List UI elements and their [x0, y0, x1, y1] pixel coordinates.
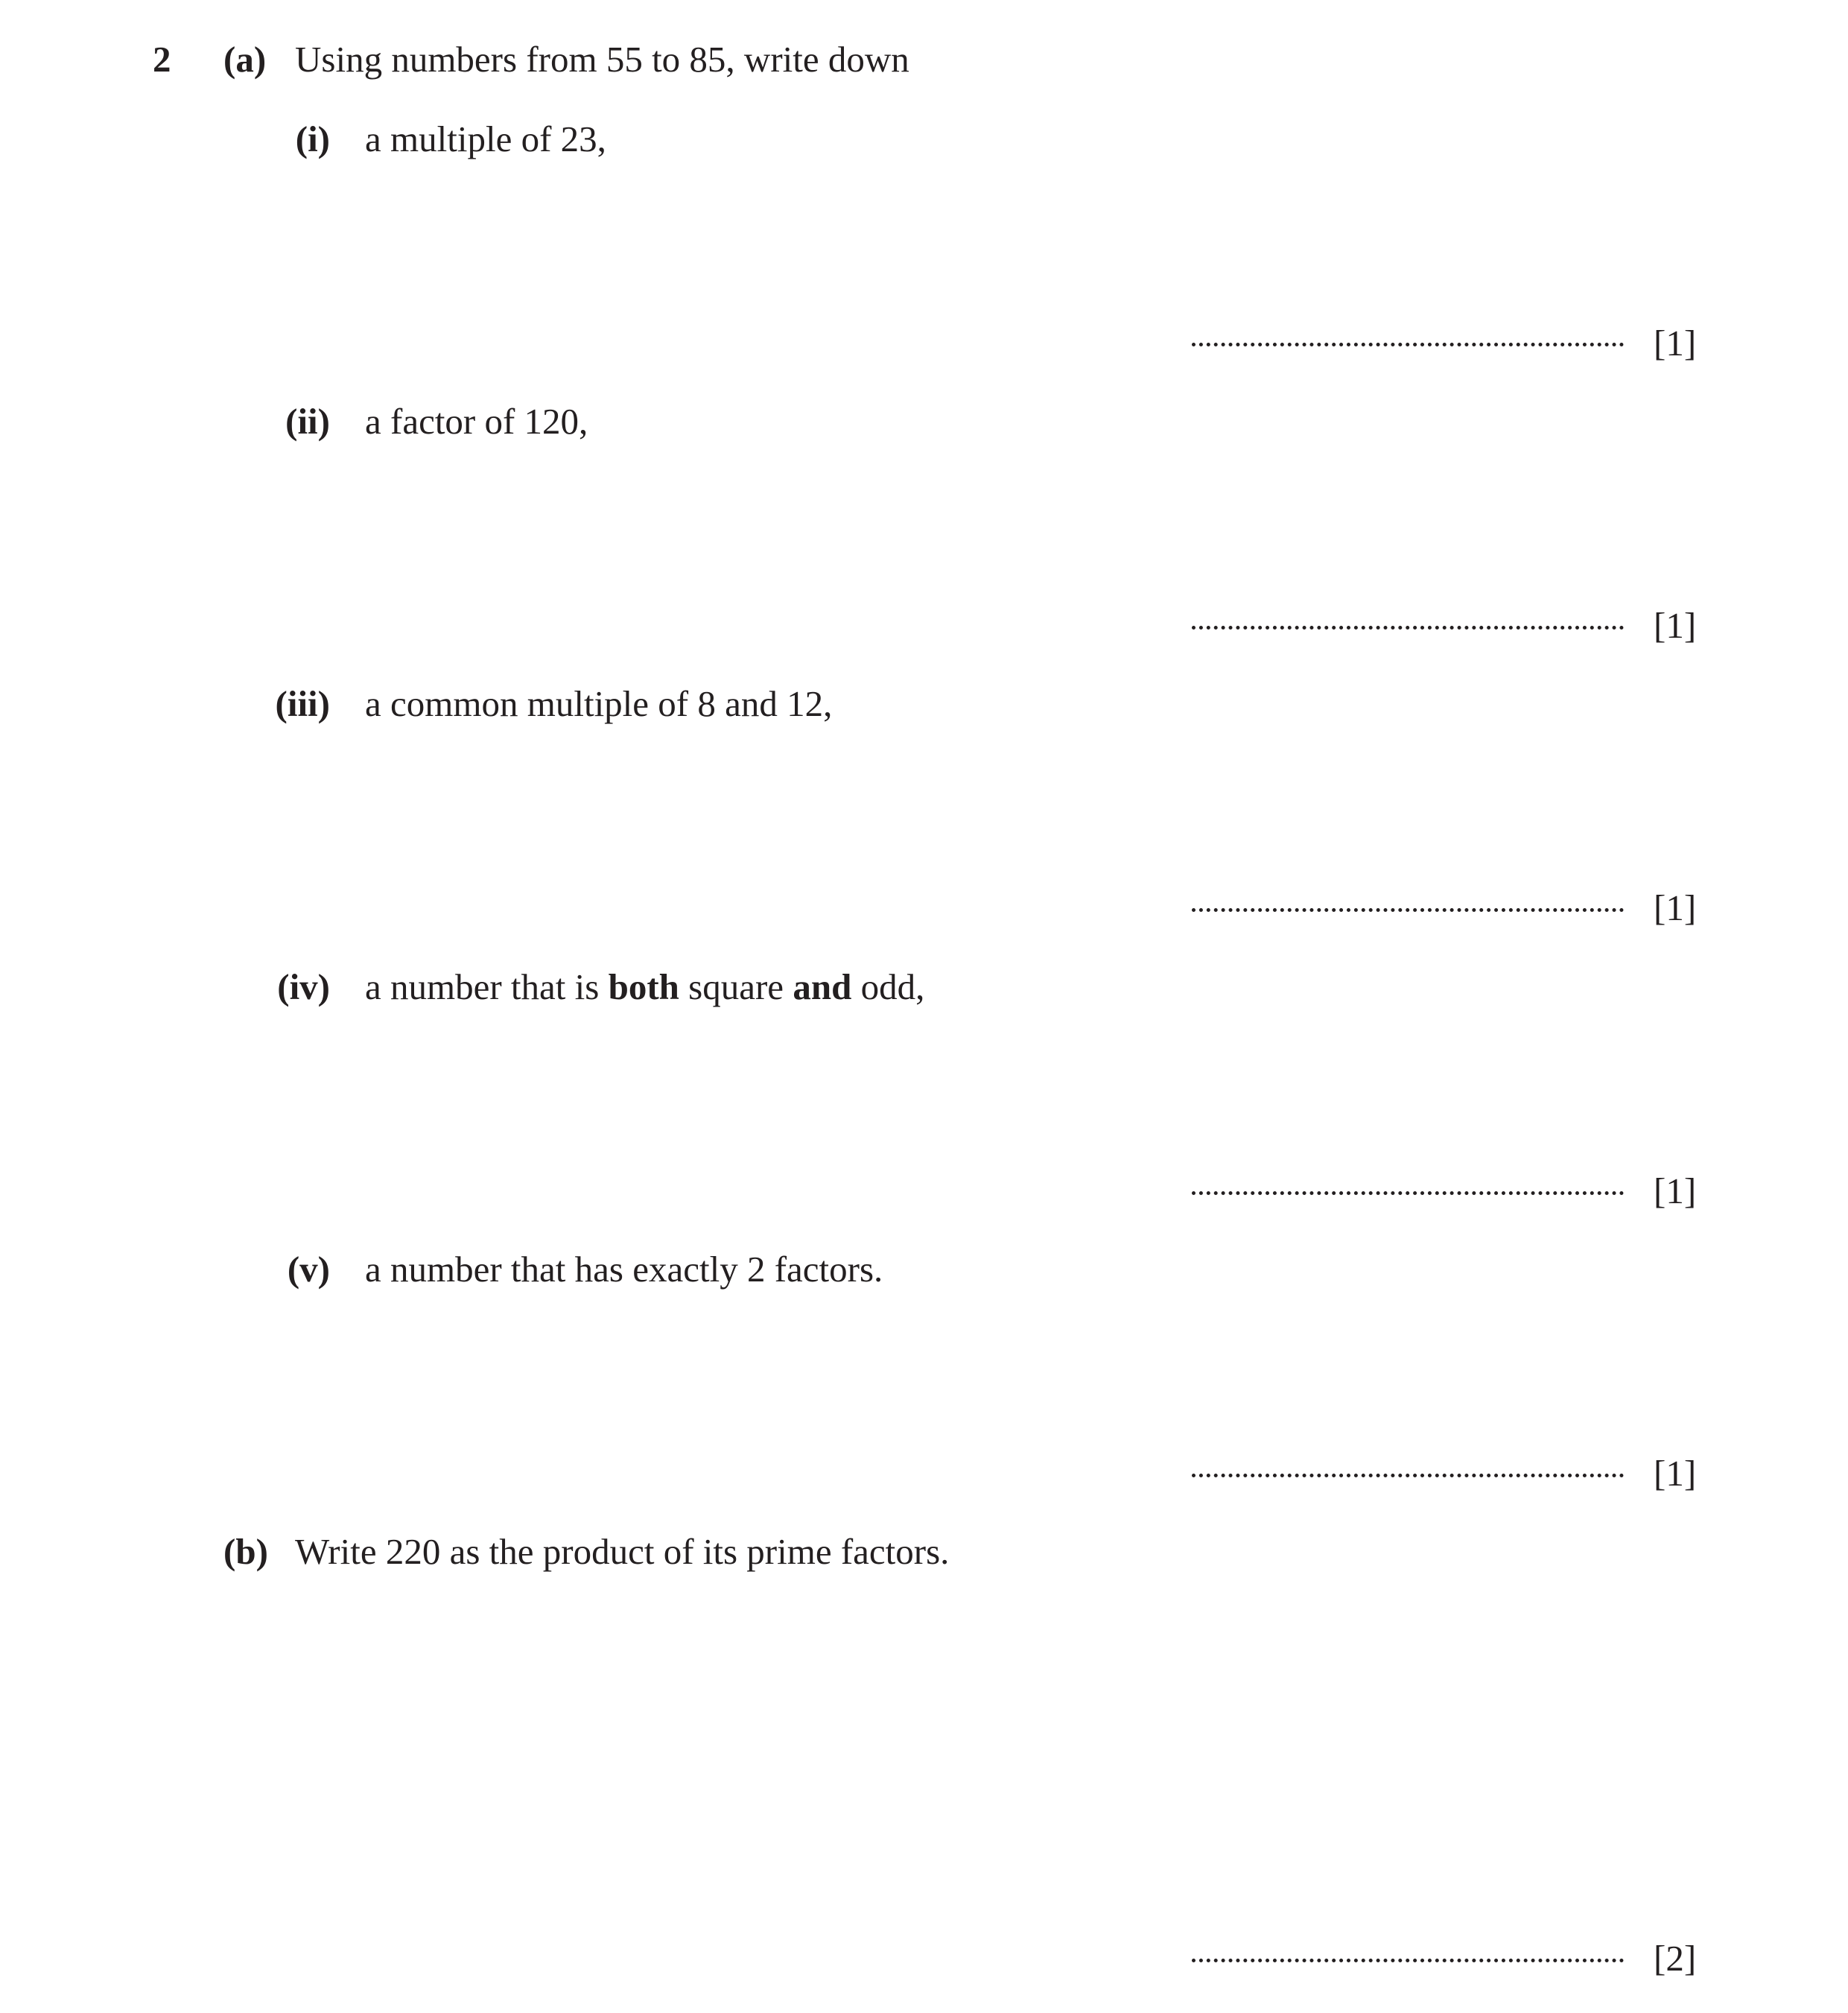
- item-iv-emphasis-and: and: [793, 966, 852, 1007]
- item-ii-label: (ii): [285, 401, 330, 442]
- item-ii-mark: [1]: [1654, 605, 1697, 646]
- item-i-label: (i): [295, 118, 330, 159]
- item-iv-label: (iv): [277, 966, 330, 1007]
- item-ii-text: a factor of 120,: [365, 401, 588, 442]
- answer-line-v[interactable]: [1192, 1474, 1624, 1477]
- item-iv-text-part-2: square: [679, 966, 793, 1007]
- item-v-label: (v): [287, 1249, 330, 1290]
- answer-line-b[interactable]: [1192, 1959, 1624, 1962]
- item-iv-mark: [1]: [1654, 1170, 1697, 1211]
- question-number: 2: [153, 39, 171, 80]
- part-b-text: Write 220 as the product of its prime factors.: [295, 1531, 950, 1572]
- item-v-mark: [1]: [1654, 1453, 1697, 1494]
- item-i-text: a multiple of 23,: [365, 118, 606, 159]
- part-a-label: (a): [223, 39, 267, 80]
- item-iii-text: a common multiple of 8 and 12,: [365, 683, 833, 724]
- part-b-mark: [2]: [1654, 1938, 1697, 1979]
- answer-line-iv[interactable]: [1192, 1191, 1624, 1195]
- item-v-text: a number that has exactly 2 factors.: [365, 1249, 883, 1290]
- item-iv-text: [365, 966, 925, 1007]
- item-iv-text-part-1: a number that is: [365, 966, 609, 1007]
- answer-line-i[interactable]: [1192, 343, 1624, 346]
- item-iv-emphasis-both: both: [608, 966, 679, 1007]
- answer-line-iii[interactable]: [1192, 908, 1624, 912]
- item-i-mark: [1]: [1654, 323, 1697, 364]
- part-b-label: (b): [223, 1531, 268, 1572]
- item-iii-mark: [1]: [1654, 887, 1697, 928]
- part-a-stem: Using numbers from 55 to 85, write down: [295, 39, 909, 80]
- item-iii-label: (iii): [275, 683, 330, 724]
- answer-line-ii[interactable]: [1192, 626, 1624, 630]
- item-iv-text-part-3: odd,: [851, 966, 925, 1007]
